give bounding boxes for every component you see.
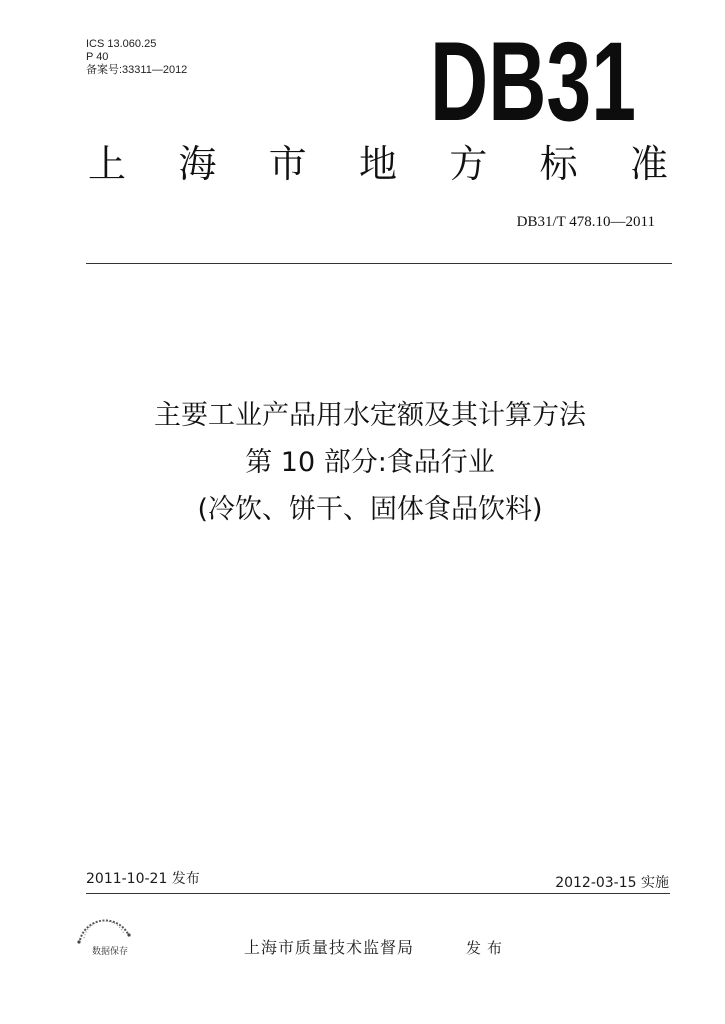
- title-line-1: 主要工业产品用水定额及其计算方法: [154, 400, 586, 431]
- class-code: P 40: [86, 51, 109, 63]
- publish-label: 发布: [466, 939, 509, 957]
- bottom-divider: [86, 893, 670, 894]
- record-number: 备案号:33311—2012: [86, 64, 188, 76]
- stamp-label: 数据保存: [92, 947, 129, 957]
- issue-date: 2011-10-21 发布: [86, 871, 200, 887]
- standard-type-heading: [88, 140, 668, 188]
- heading-char: 市: [268, 142, 307, 186]
- classification-block: [86, 38, 187, 77]
- heading-char: 上: [88, 142, 127, 186]
- heading-char: 地: [358, 142, 397, 186]
- title-line-3: (冷饮、饼干、固体食品饮料): [197, 494, 543, 525]
- heading-char: 方: [449, 142, 488, 186]
- heading-char: 海: [178, 142, 217, 186]
- ics-code: ICS 13.060.25: [86, 38, 157, 50]
- document-title: [60, 392, 680, 533]
- db31-logo: [428, 19, 638, 144]
- heading-char: 准: [629, 142, 668, 186]
- top-divider: [86, 263, 672, 264]
- svg-text:DB31: DB31: [430, 19, 636, 144]
- heading-char: 标: [539, 142, 578, 186]
- publisher-name: 上海市质量技术监督局: [244, 938, 415, 957]
- implementation-date: 2012-03-15 实施: [555, 875, 669, 891]
- standard-number: DB31/T 478.10—2011: [516, 214, 655, 230]
- title-line-2: 第 10 部分:食品行业: [245, 447, 495, 478]
